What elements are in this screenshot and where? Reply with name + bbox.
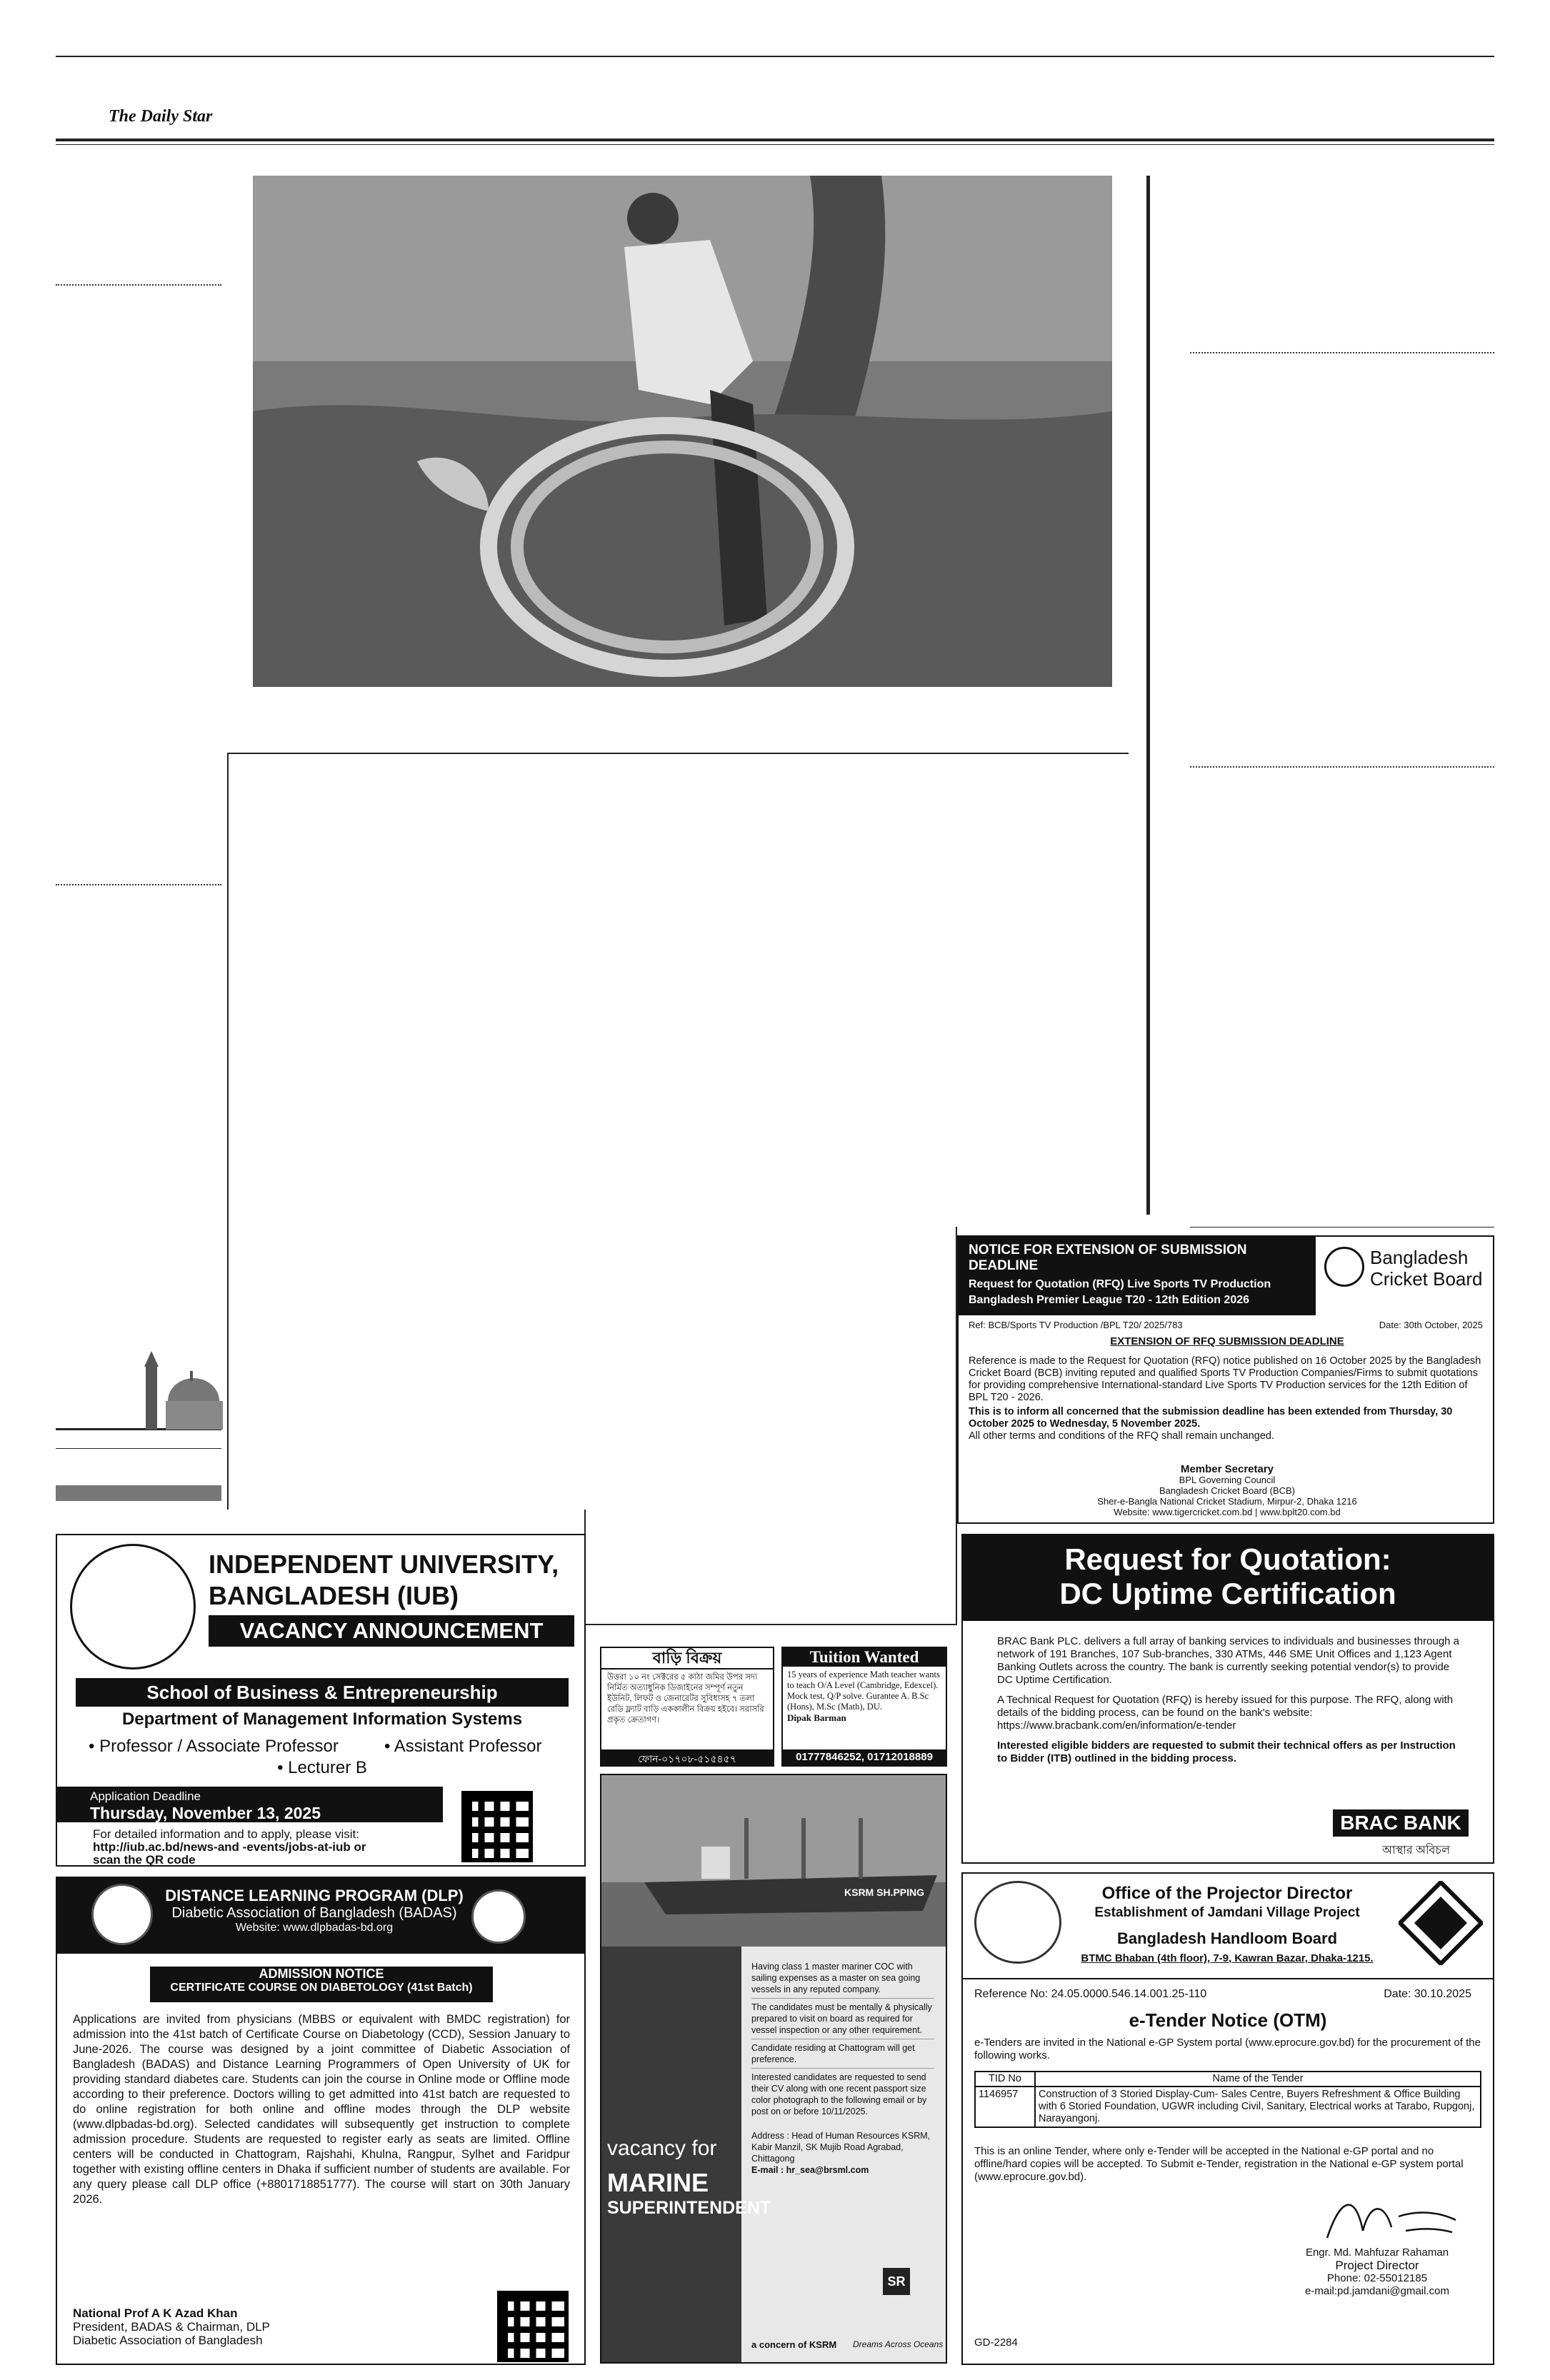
jamdani-office: Office of the Projector Director — [1101, 1884, 1353, 1903]
ksrm-footer-right: Dreams Across Oceans — [853, 2339, 944, 2349]
ksrm-body — [751, 1961, 934, 2176]
dlp-org: Diabetic Association of Bangladesh (BADAS) — [171, 1905, 457, 1921]
dlp-logo-right — [471, 1889, 526, 1944]
house-sale-title: বাড়ি বিক্রয় — [601, 1648, 773, 1669]
iub-info — [93, 1828, 366, 1867]
ship-name: KSRM SH.PPING — [844, 1887, 925, 1898]
ksrm-headline — [601, 1947, 771, 2364]
ksrm-headline-2: MARINE — [607, 2168, 709, 2197]
brac-body — [997, 1635, 1461, 1765]
iub-banner: VACANCY ANNOUNCEMENT — [209, 1615, 574, 1647]
bcb-para-3: All other terms and conditions of the RFQ shall remain unchanged. — [969, 1430, 1274, 1442]
dlp-qr-code — [497, 2291, 569, 2362]
dlp-website: Website: www.dlpbadas-bd.org — [235, 1922, 394, 1934]
brac-header — [963, 1535, 1493, 1621]
bcb-body — [969, 1355, 1483, 1442]
story-frame-top — [227, 753, 1129, 754]
dlp-sign-1: National Prof A K Azad Khan — [73, 2306, 238, 2320]
bcb-ref: Ref: BCB/Sports TV Production /BPL T20/ 2025/783 — [969, 1320, 1183, 1330]
jamdani-etender — [961, 1872, 1494, 2365]
bcb-para-2: This is to inform all concerned that the submission deadline has been extended from Thursday, 30 October 2025 to Wednesday, 5 November 2025. — [969, 1406, 1453, 1430]
jamdani-intro: e-Tenders are invited in the National e-GP System portal (www.eprocure.gov.bd) for the procurement of the following works. — [974, 2037, 1481, 2062]
bcb-para-1: Reference is made to the Request for Quotation (RFQ) notice published on 16 October 2025 by the Bangladesh Cricket Board (BCB) inviting reputed and qualified Sports TV Production Companies/Firms to submit quotations for providing comprehensive International-standard Live Sports TV Production services for the 12th Edition of BPL T20 - 2026. — [969, 1355, 1481, 1403]
iub-info-2: http://iub.ac.bd/news-and -events/jobs-at-iub or — [93, 1840, 366, 1854]
jamdani-board: Bangladesh Handloom Board — [1116, 1929, 1338, 1947]
bcb-title: NOTICE FOR EXTENSION OF SUBMISSION DEADLINE — [969, 1242, 1247, 1273]
right-col-vrule — [1146, 176, 1150, 1215]
ship-image — [601, 1775, 947, 1947]
left-col-rule-4 — [56, 1448, 221, 1449]
dlp-logo-left — [91, 1884, 153, 1945]
ksrm-para-1: Having class 1 master mariner COC with sailing expenses as a master on sea going vessels in any reputed company. — [751, 1961, 934, 1999]
iub-deadline-label: Application Deadline — [90, 1789, 201, 1803]
tuition-body: 15 years of experience Math teacher wants to teach O/A Level (Cambridge, Edexcel). Mock test, Q/P solve. Gurantee A. B.Sc (Hons), M.Sc (Math), DU. — [787, 1669, 940, 1712]
jamdani-sign-1: Engr. Md. Mahfuzar Rahaman — [1305, 2246, 1449, 2259]
iub-dept: Department of Management Information Systems — [121, 1709, 523, 1729]
story-frame-left — [227, 753, 229, 1510]
tender-row — [975, 2087, 1481, 2127]
bcb-header — [959, 1237, 1316, 1315]
iub-ad — [56, 1534, 586, 1867]
right-col-rule-2 — [1190, 766, 1494, 768]
dlp-signature — [73, 2306, 270, 2347]
brac-title-2: DC Uptime Certification — [1059, 1577, 1396, 1610]
dlp-sign-2: President, BADAS & Chairman, DLP — [73, 2320, 270, 2334]
bcb-subtitle-1: Request for Quotation (RFQ) Live Sports TV Production — [969, 1278, 1271, 1290]
bcb-subtitle-2: Bangladesh Premier League T20 - 12th Edition 2026 — [969, 1294, 1250, 1306]
masthead-rule — [56, 139, 1494, 141]
house-sale-body: উত্তরা ১০ নং সেক্টরের ৫ কাঠা জমির উপর সদ্য নির্মিত অত্যাধুনিক ডিজাইনের সম্পূর্ণ নতুন ইউনিট, লিফট ও জেনারেটর সুবিধাসহ ৭ তলা রেডি ফ্ল্যাট বাড়ি এককালীন বিক্রয় হইবে। সরাসরি প্রকৃত ক্রেতাগণ। — [607, 1673, 764, 1724]
dlp-sign-3: Diabetic Association of Bangladesh — [73, 2334, 263, 2347]
left-col-rule-1 — [56, 284, 221, 286]
brac-para-2: A Technical Request for Quotation (RFQ) is hereby issued for this purpose. The RFQ, along with details of the bidding process, can be found on the bank's website: https://www.bracbank.com/en/information/e-tender — [997, 1694, 1454, 1732]
ksrm-email: E-mail : hr_sea@brsml.com — [751, 2165, 869, 2175]
ksrm-sr-logo: SR — [883, 2268, 910, 2295]
tender-name: Construction of 3 Storied Display-Cum- Sales Centre, Buyers Refreshment & Office Building with 6 Storied Foundation, UGWR including Civil, Sanitary, Electrical works at Tarabo, Rupgonj, Narayangonj. — [1035, 2087, 1481, 2127]
tuition-name: Dipak Barman — [787, 1712, 846, 1723]
jamdani-sign-3: Phone: 02-55012185 — [1326, 2272, 1428, 2284]
tender-table — [974, 2071, 1481, 2128]
dlp-header — [57, 1878, 584, 1954]
jamdani-address: BTMC Bhaban (4th floor), 7-9, Kawran Bazar, Dhaka-1215. — [1081, 1952, 1374, 1964]
iub-position-1: • Professor / Associate Professor — [89, 1737, 339, 1756]
ksrm-para-3: Candidate residing at Chattogram will get preference. — [751, 2039, 934, 2069]
left-col-rule-5 — [56, 1485, 221, 1501]
iub-qr-code — [461, 1791, 533, 1862]
brac-para-3: Interested eligible bidders are requested to submit their technical offers as per Instruction to Bidder (ITB) outlined in the bidding process. — [997, 1739, 1456, 1764]
top-rule — [56, 56, 1494, 57]
handloom-logo — [1399, 1881, 1483, 1965]
jamdani-divider — [963, 1978, 1493, 1979]
jamdani-sign-4: e-mail:pd.jamdani@gmail.com — [1305, 2285, 1449, 2297]
jamdani-ref: Reference No: 24.05.0000.546.14.001.25-110 — [974, 1988, 1207, 2000]
dlp-notice-1: ADMISSION NOTICE — [259, 1967, 384, 1981]
bcb-sign-3: Bangladesh Cricket Board (BCB) — [1159, 1485, 1296, 1496]
bcb-date: Date: 30th October, 2025 — [1379, 1320, 1483, 1330]
govt-logo — [974, 1881, 1061, 1964]
iub-title-2: BANGLADESH (IUB) — [209, 1581, 459, 1610]
bcb-logo — [1324, 1247, 1364, 1287]
jamdani-header — [1056, 1884, 1399, 1964]
bcb-heading: EXTENSION OF RFQ SUBMISSION DEADLINE — [1110, 1335, 1344, 1347]
tender-col-name: Name of the Tender — [1035, 2072, 1481, 2087]
bcb-website: Website: www.tigercricket.com.bd | www.bplt20.com.bd — [1114, 1507, 1341, 1517]
handwritten-signature — [1320, 2188, 1463, 2252]
tuition-ad — [781, 1647, 947, 1767]
left-col-rule-2 — [56, 884, 221, 886]
ksrm-para-2: The candidates must be mentally & physically prepared to visit on board as required for vessel inspection or any other requirement. — [751, 1999, 934, 2039]
iub-title-1: INDEPENDENT UNIVERSITY, — [209, 1550, 559, 1579]
bcb-org-2: Cricket Board — [1370, 1268, 1483, 1290]
bcb-notice — [957, 1235, 1494, 1524]
ksrm-vacancy-ad — [600, 1774, 947, 2364]
iub-deadline: Thursday, November 13, 2025 — [90, 1804, 321, 1822]
jamdani-code: GD-2284 — [974, 2336, 1018, 2349]
bcb-org-1: Bangladesh — [1370, 1247, 1469, 1268]
jamdani-sign-2: Project Director — [1335, 2259, 1419, 2272]
bcb-sign-1: Member Secretary — [1180, 1463, 1274, 1475]
tender-tid: 1146957 — [975, 2087, 1035, 2127]
iub-school: School of Business & Entrepreneurship — [76, 1678, 569, 1707]
jamdani-signature — [1270, 2246, 1484, 2298]
house-sale-ad — [600, 1647, 774, 1767]
dlp-admission-notice — [56, 1877, 586, 2365]
jamdani-heading: e-Tender Notice (OTM) — [1129, 2009, 1327, 2031]
tender-col-tid: TID No — [975, 2072, 1035, 2087]
masthead-name: The Daily Star — [109, 107, 213, 126]
brac-para-1: BRAC Bank PLC. delivers a full array of banking services to individuals and businesses through a network of 191 Branches, 107 Sub-branches, 330 ATMs, 446 SME Unit Offices and 1,123 Agent Banking Outlets across the country. The bank is currently seeking potential vendor(s) to provide DC Uptime Certification. — [997, 1635, 1460, 1686]
bcb-sign-4: Sher-e-Bangla National Cricket Stadium, Mirpur-2, Dhaka 1216 — [1097, 1496, 1357, 1507]
dlp-notice-2: CERTIFICATE COURSE ON DIABETOLOGY (41st Batch) — [170, 1982, 473, 1994]
tuition-title: Tuition Wanted — [783, 1648, 946, 1667]
tuition-phone: 01777846252, 01712018889 — [783, 1749, 946, 1765]
mosque-illustration — [140, 1351, 226, 1430]
right-col-rule-1 — [1190, 352, 1494, 354]
house-sale-phone: ফোন-০১৭০৮-৫১৫৪৫৭ — [601, 1749, 773, 1767]
brac-logo: BRAC BANK — [1333, 1809, 1469, 1837]
dlp-title-block — [157, 1887, 471, 1934]
iub-deadline-box — [57, 1787, 443, 1822]
iub-position-2: • Assistant Professor — [384, 1737, 542, 1756]
iub-logo — [70, 1544, 196, 1669]
dlp-body: Applications are invited from physicians (MBBS or equivalent with BMDC registration) for admission into the 41st batch of Certificate Course on Diabetology (CCD), Session January to June-2026. The course was designed by a joint committee of Diabetic Association of Bangladesh (BADAS) and Distance Learning Programmers of Open University of UK for providing standard diabetes care. Students can join the course in Online mode or Offline mode according to their preference. Doctors willing to get admitted into 41st batch are requested to do online registration for both online and offline modes through the DLP website (www.dlpbadas-bd.org). Selected candidates will subsequently get instruction to complete admission procedure. Students are requested to register early as seats are limited. Offline centers will be conducted in Chattogram, Rajshahi, Khulna, Rangpur, Sylhet and Faridpur together with existing offline centers in Dhaka if sufficient number of students are available. For any query please call DLP office (+8801718851777). The course will start on 30th January 2026. — [73, 2013, 570, 2206]
jamdani-outro: This is an online Tender, where only e-Tender will be accepted in the National e-GP portal and no offline/hard copies will be accepted. To Submit e-Tender, registration in the National e-GP system portal (www.eprocure.gov.bd). — [974, 2145, 1464, 2183]
brac-title-1: Request for Quotation: — [1064, 1542, 1391, 1576]
bcb-sign-2: BPL Governing Council — [1179, 1475, 1276, 1485]
iub-info-3: scan the QR code — [93, 1853, 196, 1867]
brac-tagline: আস্থার অবিচল — [1381, 1844, 1450, 1857]
brac-rfq — [961, 1534, 1494, 1864]
tender-table-header — [975, 2072, 1481, 2087]
ksrm-headline-1: vacancy for — [607, 2137, 717, 2160]
iub-position-3: • Lecturer B — [277, 1758, 367, 1777]
ksrm-footer-left: a concern of KSRM — [751, 2339, 837, 2350]
story-frame-mid-h — [584, 1624, 956, 1625]
dlp-notice-banner — [150, 1967, 493, 2002]
ksrm-address: Address : Head of Human Resources KSRM, Kabir Manzil, SK Mujib Road Agrabad, Chittagong — [751, 2131, 931, 2164]
ksrm-para-4: Interested candidates are requested to send their CV along with one recent passport size color photograph to the following email or by post on or before 10/11/2025. — [751, 2072, 927, 2117]
jamdani-date: Date: 30.10.2025 — [1384, 1988, 1471, 2000]
jamdani-project: Establishment of Jamdani Village Project — [1094, 1905, 1360, 1920]
iub-info-1: For detailed information and to apply, please visit: — [93, 1827, 359, 1841]
dlp-title: DISTANCE LEARNING PROGRAM (DLP) — [165, 1887, 464, 1904]
masthead-rule-thin — [56, 144, 1494, 145]
ksrm-headline-3: SUPERINTENDENT — [607, 2198, 771, 2218]
news-photo — [253, 176, 1112, 687]
bcb-signature — [959, 1464, 1494, 1517]
